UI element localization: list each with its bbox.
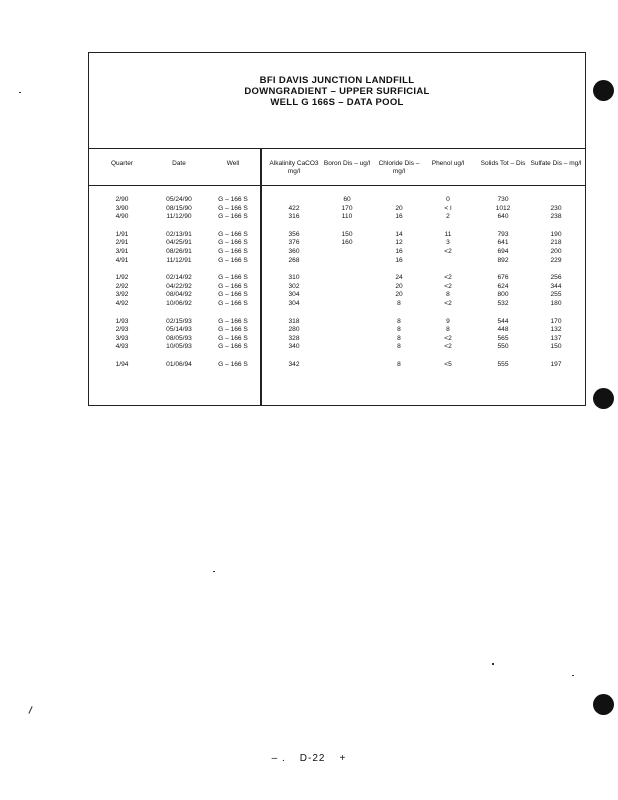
- cell-q: 3/91: [115, 247, 129, 255]
- cell-w: G – 166 S: [218, 360, 248, 368]
- cell-ch: 16: [395, 247, 403, 255]
- cell-ch: 8: [397, 317, 401, 325]
- cell-s: 1012: [495, 204, 511, 212]
- cell-d: 02/14/92: [166, 274, 192, 282]
- table-row: [89, 274, 585, 283]
- cell-s: 448: [497, 326, 509, 334]
- cell-su: 238: [550, 213, 562, 221]
- table-row: [89, 318, 585, 327]
- cell-ch: 24: [395, 274, 403, 282]
- cell-q: 3/93: [115, 334, 129, 342]
- cell-d: 08/26/91: [166, 247, 192, 255]
- cell-su: 230: [550, 204, 562, 212]
- cell-w: G – 166 S: [218, 274, 248, 282]
- row-group: [89, 231, 585, 265]
- table-row: [89, 248, 585, 257]
- cell-a: 280: [288, 326, 300, 334]
- cell-d: 02/15/93: [166, 317, 192, 325]
- cell-a: 318: [288, 317, 300, 325]
- cell-p: < l: [444, 204, 452, 212]
- cell-p: <2: [444, 334, 452, 342]
- cell-su: 200: [550, 247, 562, 255]
- cell-w: G – 166 S: [218, 247, 248, 255]
- cell-w: G – 166 S: [218, 343, 248, 351]
- cell-ch: 20: [395, 204, 403, 212]
- cell-a: 304: [288, 299, 300, 307]
- cell-w: G – 166 S: [218, 317, 248, 325]
- binder-hole-top: [593, 80, 614, 101]
- cell-d: 04/22/92: [166, 282, 192, 290]
- table-row: [89, 361, 585, 370]
- cell-ch: 16: [395, 256, 403, 264]
- cell-q: 4/90: [115, 213, 129, 221]
- header-chloride: Chloride Dis – mg/l: [378, 160, 420, 175]
- cell-d: 02/13/91: [166, 230, 192, 238]
- cell-su: 344: [550, 282, 562, 290]
- cell-d: 10/06/92: [166, 299, 192, 307]
- cell-w: G – 166 S: [218, 291, 248, 299]
- cell-d: 01/06/94: [166, 360, 192, 368]
- cell-s: 565: [497, 334, 509, 342]
- cell-su: 170: [550, 317, 562, 325]
- cell-p: 8: [446, 291, 450, 299]
- cell-b: 60: [343, 196, 351, 203]
- cell-q: 4/91: [115, 256, 129, 264]
- header-phenol: Phenol ug/l: [431, 160, 465, 167]
- cell-q: 1/93: [115, 317, 129, 325]
- cell-s: 555: [497, 360, 509, 368]
- table-title-block: [89, 53, 585, 149]
- cell-p: 3: [446, 239, 450, 247]
- cell-p: <2: [444, 247, 452, 255]
- scan-speck: [19, 92, 21, 93]
- cell-ch: 16: [395, 213, 403, 221]
- scan-speck: [492, 663, 494, 665]
- cell-d: 08/15/90: [166, 204, 192, 212]
- cell-q: 2/90: [115, 196, 129, 203]
- cell-su: 150: [550, 343, 562, 351]
- header-date: Date: [172, 160, 186, 167]
- cell-ch: 8: [397, 334, 401, 342]
- cell-q: 4/93: [115, 343, 129, 351]
- cell-ch: 12: [395, 239, 403, 247]
- cell-su: 180: [550, 299, 562, 307]
- header-boron: Boron Dis – ug/l: [323, 160, 371, 167]
- cell-d: 11/12/91: [166, 256, 192, 264]
- cell-a: 328: [288, 334, 300, 342]
- cell-s: 532: [497, 299, 509, 307]
- cell-w: G – 166 S: [218, 230, 248, 238]
- page-number: D-22: [299, 753, 326, 764]
- cell-b: 170: [341, 204, 353, 212]
- table-row: [89, 343, 585, 352]
- table-row: [89, 239, 585, 248]
- table-row: [89, 196, 585, 205]
- cell-q: 4/92: [115, 299, 129, 307]
- cell-d: 05/24/90: [166, 196, 192, 203]
- cell-b: 110: [341, 213, 353, 221]
- cell-su: 229: [550, 256, 562, 264]
- scan-speck: [213, 571, 215, 572]
- cell-d: 04/25/91: [166, 239, 192, 247]
- cell-ch: 8: [397, 360, 401, 368]
- cell-d: 08/05/93: [166, 334, 192, 342]
- title-line-3: WELL G 166S – DATA POOL: [270, 97, 404, 108]
- table-row: [89, 213, 585, 222]
- cell-su: 255: [550, 291, 562, 299]
- cell-su: 256: [550, 274, 562, 282]
- table-row: [89, 257, 585, 266]
- scan-speck: [572, 675, 574, 676]
- cell-a: 422: [288, 204, 300, 212]
- cell-a: 304: [288, 291, 300, 299]
- cell-s: 793: [497, 230, 509, 238]
- cell-s: 730: [497, 196, 509, 203]
- data-table-frame: [88, 52, 586, 406]
- cell-ch: 8: [397, 299, 401, 307]
- cell-s: 892: [497, 256, 509, 264]
- cell-a: 316: [288, 213, 300, 221]
- cell-s: 624: [497, 282, 509, 290]
- cell-p: <2: [444, 282, 452, 290]
- cell-su: 190: [550, 230, 562, 238]
- cell-ch: 8: [397, 326, 401, 334]
- cell-s: 800: [497, 291, 509, 299]
- table-row: [89, 300, 585, 309]
- cell-q: 3/90: [115, 204, 129, 212]
- cell-q: 2/93: [115, 326, 129, 334]
- cell-su: 218: [550, 239, 562, 247]
- cell-s: 640: [497, 213, 509, 221]
- cell-ch: 14: [395, 230, 403, 238]
- cell-s: 544: [497, 317, 509, 325]
- binder-hole-bottom: [593, 694, 614, 715]
- header-quarter: Quarter: [110, 160, 134, 167]
- cell-p: <5: [444, 360, 452, 368]
- table-body: [89, 196, 585, 379]
- cell-q: 1/92: [115, 274, 129, 282]
- header-sulfate: Sulfate Dis – mg/l: [530, 160, 582, 167]
- header-solids: Solids Tot – Dis: [480, 160, 526, 167]
- cell-q: 2/91: [115, 239, 129, 247]
- title-line-2: DOWNGRADIENT – UPPER SURFICIAL: [244, 86, 430, 97]
- cell-p: 0: [446, 196, 450, 203]
- cell-su: 132: [550, 326, 562, 334]
- cell-a: 356: [288, 230, 300, 238]
- cell-s: 694: [497, 247, 509, 255]
- cell-q: 1/91: [115, 230, 129, 238]
- cell-b: 160: [341, 239, 353, 247]
- header-alkalinity: Alkalinity CaCO3 mg/l: [269, 160, 319, 175]
- scan-speck: [28, 706, 32, 714]
- cell-p: 2: [446, 213, 450, 221]
- cell-su: 137: [550, 334, 562, 342]
- cell-ch: 20: [395, 291, 403, 299]
- cell-q: 1/94: [115, 360, 129, 368]
- cell-a: 340: [288, 343, 300, 351]
- row-group: [89, 361, 585, 370]
- cell-d: 10/05/93: [166, 343, 192, 351]
- cell-q: 2/92: [115, 282, 129, 290]
- cell-w: G – 166 S: [218, 204, 248, 212]
- cell-w: G – 166 S: [218, 196, 248, 203]
- cell-w: G – 166 S: [218, 239, 248, 247]
- cell-s: 676: [497, 274, 509, 282]
- cell-w: G – 166 S: [218, 256, 248, 264]
- cell-d: 05/14/93: [166, 326, 192, 334]
- table-row: [89, 205, 585, 214]
- cell-p: 11: [444, 230, 452, 238]
- table-row: [89, 335, 585, 344]
- row-group: [89, 274, 585, 308]
- header-rule: [89, 185, 585, 186]
- cell-a: 268: [288, 256, 300, 264]
- cell-w: G – 166 S: [218, 334, 248, 342]
- cell-ch: 8: [397, 343, 401, 351]
- cell-w: G – 166 S: [218, 213, 248, 221]
- cell-a: 310: [288, 274, 300, 282]
- page-footer: – . D-22 +: [271, 753, 347, 764]
- cell-a: 342: [288, 360, 300, 368]
- cell-s: 550: [497, 343, 509, 351]
- cell-a: 360: [288, 247, 300, 255]
- cell-su: 197: [550, 360, 562, 368]
- cell-q: 3/92: [115, 291, 129, 299]
- cell-p: <2: [444, 299, 452, 307]
- cell-b: 150: [341, 230, 353, 238]
- cell-a: 376: [288, 239, 300, 247]
- binder-hole-middle: [593, 388, 614, 409]
- table-row: [89, 291, 585, 300]
- cell-p: <2: [444, 343, 452, 351]
- cell-w: G – 166 S: [218, 282, 248, 290]
- cell-ch: 20: [395, 282, 403, 290]
- table-row: [89, 326, 585, 335]
- row-group: [89, 318, 585, 352]
- row-group: [89, 196, 585, 222]
- table-row: [89, 283, 585, 292]
- table-row: [89, 231, 585, 240]
- cell-p: 8: [446, 326, 450, 334]
- cell-a: 302: [288, 282, 300, 290]
- header-well: Well: [226, 160, 240, 167]
- cell-p: <2: [444, 274, 452, 282]
- cell-w: G – 166 S: [218, 326, 248, 334]
- cell-d: 11/12/90: [166, 213, 192, 221]
- cell-s: 641: [497, 239, 509, 247]
- cell-d: 08/04/92: [166, 291, 192, 299]
- title-line-1: BFI DAVIS JUNCTION LANDFILL: [259, 75, 415, 86]
- cell-w: G – 166 S: [218, 299, 248, 307]
- cell-p: 9: [446, 317, 450, 325]
